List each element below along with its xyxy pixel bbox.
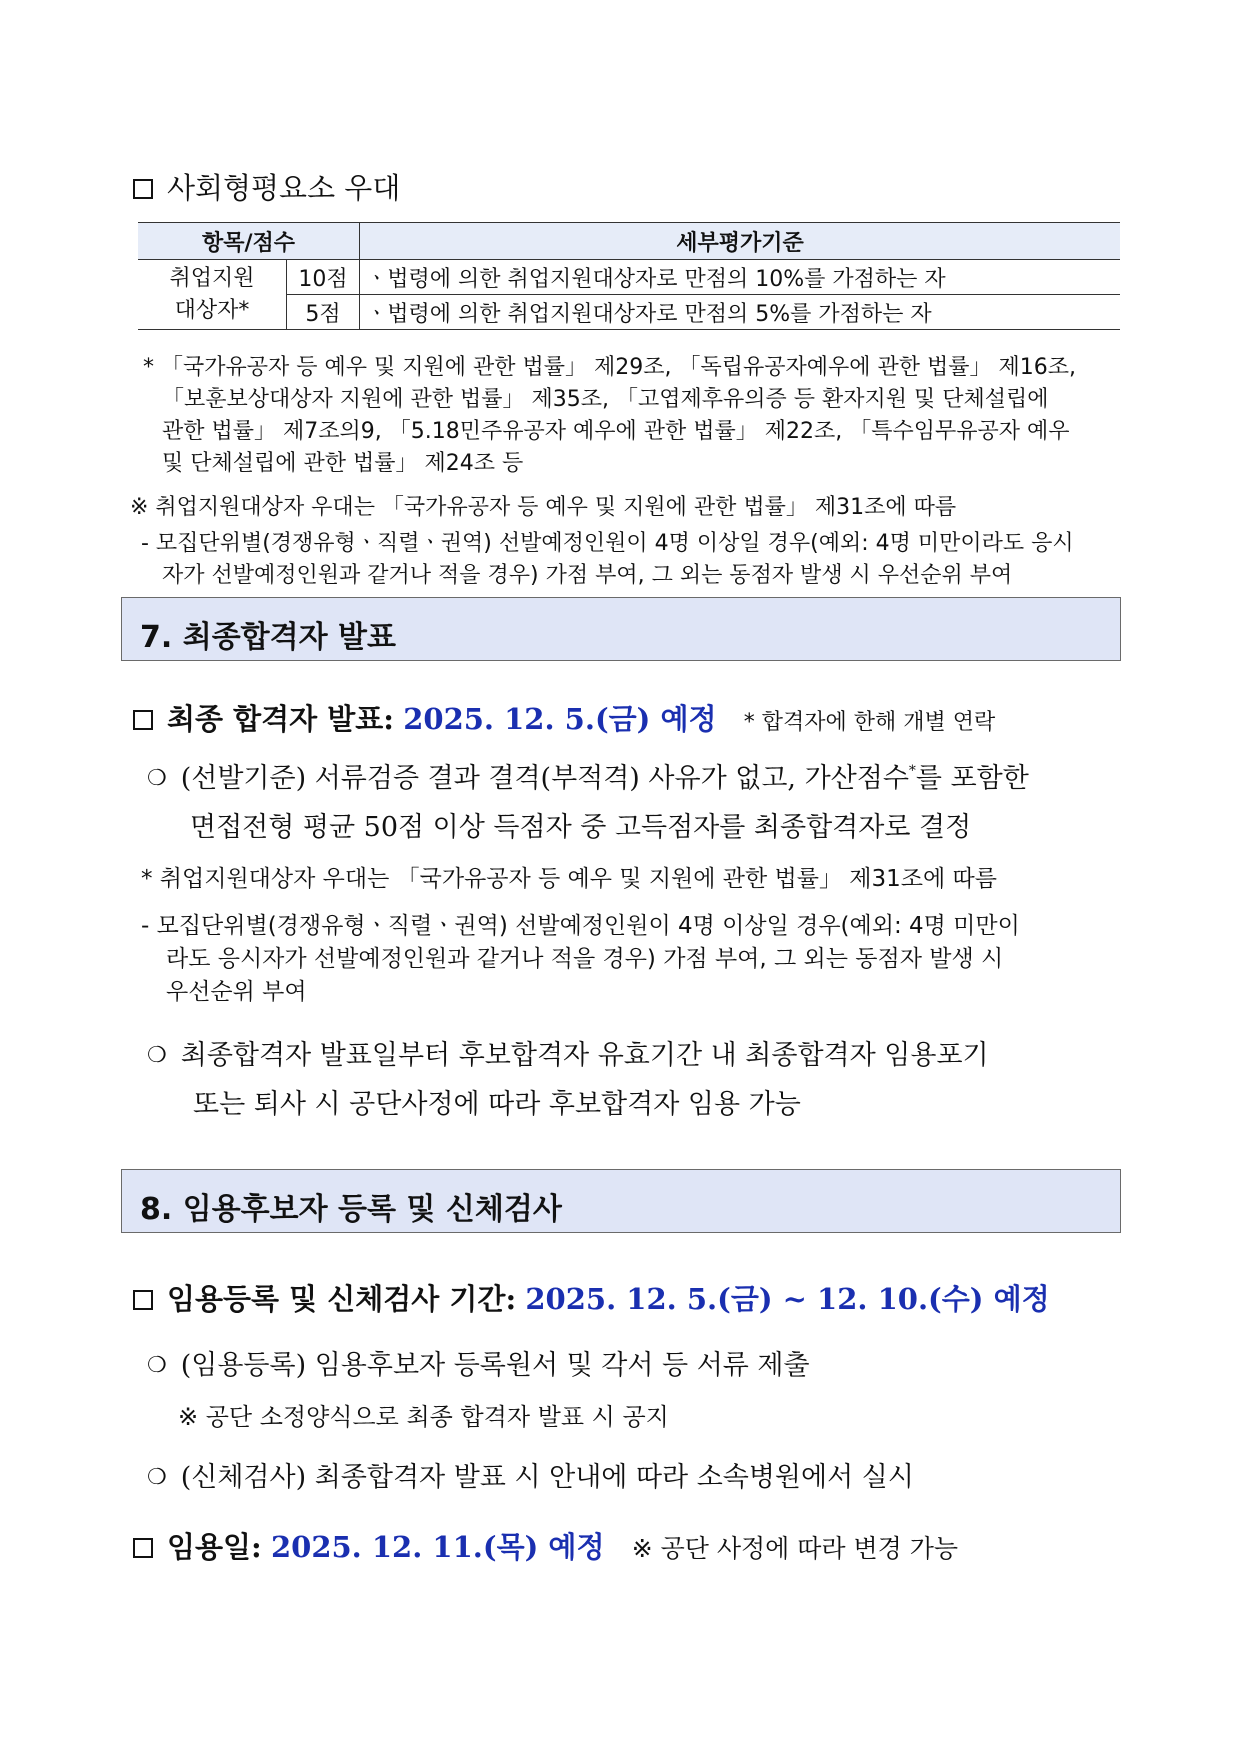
bullet-line: ❍ (선발기준) 서류검증 결과 결격(부적격) 사유가 없고, 가산점수*를 포함한 xyxy=(147,763,1029,794)
circle-bullet-icon: ❍ xyxy=(147,1465,167,1490)
checkbox-square-icon xyxy=(133,1538,153,1558)
footnote-line: 「보훈보상대상자 지원에 관한 법률」 제35조, 「고엽제후유의증 등 환자지원 및 단체설립에 xyxy=(162,387,1049,412)
note-line: ※ 취업지원대상자 우대는 「국가유공자 등 예우 및 지원에 관한 법률」 제31조에 따름 xyxy=(130,495,957,520)
table-criteria-cell: ㆍ법령에 의한 취업지원대상자로 만점의 10%를 가점하는 자 xyxy=(360,260,1121,295)
bullet-line: ❍ (신체검사) 최종합격자 발표 시 안내에 따라 소속병원에서 실시 xyxy=(147,1462,914,1493)
table-header-category: 항목/점수 xyxy=(138,223,360,260)
table-score-cell: 10점 xyxy=(287,260,360,295)
dash-line: 자가 선발예정인원과 같거나 적을 경우) 가점 부여, 그 외는 동점자 발생 시 우선순위 부여 xyxy=(162,563,1013,588)
section-title: 7. 최종합격자 발표 xyxy=(140,620,397,655)
checkbox-square-icon xyxy=(133,710,153,730)
section-7-header xyxy=(121,597,1121,661)
final-announce-line: 최종 합격자 발표: 2025. 12. 5.(금) 예정 * 합격자에 한해 개별 연락 xyxy=(133,697,995,738)
table-header-criteria: 세부평가기준 xyxy=(360,223,1121,260)
period-date: 2025. 12. 5.(금) ~ 12. 10.(수) 예정 xyxy=(525,1282,1050,1316)
bullet-line-cont: 또는 퇴사 시 공단사정에 따라 후보합격자 임용 가능 xyxy=(193,1089,801,1120)
footnote-line: 관한 법률」 제7조의9, 「5.18민주유공자 예우에 관한 법률」 제22조, 「특수임무유공자 예우 xyxy=(162,419,1070,444)
dash-line: 우선순위 부여 xyxy=(166,979,307,1005)
footnote-line: * 「국가유공자 등 예우 및 지원에 관한 법률」 제29조, 「독립유공자예우에 관한 법률」 제16조, xyxy=(143,355,1076,380)
circle-bullet-icon: ❍ xyxy=(147,1353,167,1378)
dash-line: - 모집단위별(경쟁유형ㆍ직렬ㆍ권역) 선발예정인원이 4명 이상일 경우(예외: 4명 미만이라도 응시 xyxy=(141,531,1074,556)
appointment-line: 임용일: 2025. 12. 11.(목) 예정 ※ 공단 사정에 따라 변경 가능 xyxy=(133,1525,958,1566)
announce-date: 2025. 12. 5.(금) 예정 xyxy=(403,702,717,736)
section-8-header xyxy=(121,1169,1121,1233)
announce-note: * 합격자에 한해 개별 연락 xyxy=(743,710,996,735)
note-line: ※ 공단 소정양식으로 최종 합격자 발표 시 공지 xyxy=(178,1403,669,1431)
circle-bullet-icon: ❍ xyxy=(147,766,167,791)
bullet-line: ❍ 최종합격자 발표일부터 후보합격자 유효기간 내 최종합격자 임용포기 xyxy=(147,1040,989,1071)
note-line: * 취업지원대상자 우대는 「국가유공자 등 예우 및 지원에 관한 법률」 제31조에 따름 xyxy=(141,866,997,892)
checkbox-square-icon xyxy=(133,1290,153,1310)
appointment-note: ※ 공단 사정에 따라 변경 가능 xyxy=(631,1534,959,1563)
checkbox-square-icon xyxy=(133,179,153,199)
period-line: 임용등록 및 신체검사 기간: 2025. 12. 5.(금) ~ 12. 10.(수) 예정 xyxy=(133,1277,1050,1318)
circle-bullet-icon: ❍ xyxy=(147,1043,167,1068)
table-score-cell: 5점 xyxy=(287,295,360,330)
table-criteria-cell: ㆍ법령에 의한 취업지원대상자로 만점의 5%를 가점하는 자 xyxy=(360,295,1121,330)
footnote-line: 및 단체설립에 관한 법률」 제24조 등 xyxy=(162,451,524,476)
table-category-cell: 취업지원 대상자* xyxy=(138,260,287,330)
dash-line: - 모집단위별(경쟁유형ㆍ직렬ㆍ권역) 선발예정인원이 4명 이상일 경우(예외: 4명 미만이 xyxy=(141,913,1020,939)
bullet-line: ❍ (임용등록) 임용후보자 등록원서 및 각서 등 서류 제출 xyxy=(147,1350,810,1381)
table-row xyxy=(138,260,1120,295)
section-title: 8. 임용후보자 등록 및 신체검사 xyxy=(140,1192,562,1227)
social-equity-heading: 사회형평요소 우대 xyxy=(133,166,400,207)
appointment-date: 2025. 12. 11.(목) 예정 xyxy=(270,1530,605,1564)
criteria-table xyxy=(138,222,1120,330)
bullet-line-cont: 면접전형 평균 50점 이상 득점자 중 고득점자를 최종합격자로 결정 xyxy=(190,812,972,843)
dash-line: 라도 응시자가 선발예정인원과 같거나 적을 경우) 가점 부여, 그 외는 동점자 발생 시 xyxy=(166,946,1004,972)
